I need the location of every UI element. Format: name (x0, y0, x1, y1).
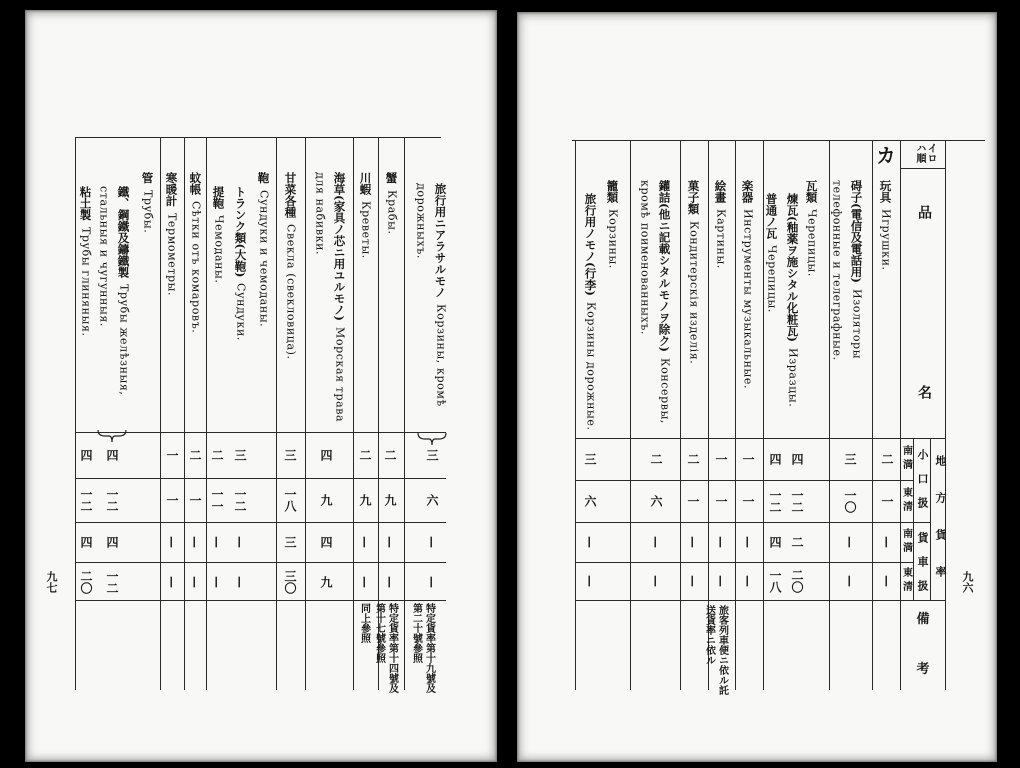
item-name-ja: トランク類(大鞄) (233, 186, 248, 278)
rate-cell: 一 (686, 495, 700, 507)
page-number: 九七 (45, 571, 58, 593)
item-name-ru: Трубы. (141, 189, 155, 233)
item-name-ja: 絵畫 (713, 180, 728, 203)
item-name-ja: 粘土製 (78, 186, 93, 221)
rate-cell: 三 (425, 449, 439, 461)
rate-cell: — (383, 536, 397, 548)
rate-cell: 二 (210, 449, 224, 461)
item-name-ru: Изразцы. (786, 347, 800, 408)
header-remarks: 備 (913, 611, 929, 625)
item-name-ru: Корзины, кромѣ дорожныхъ. (414, 183, 448, 407)
item-name-ja: 蚊帳 (188, 172, 203, 195)
rate-cell: 四 (319, 449, 333, 461)
rate-cell: — (210, 576, 224, 588)
rate-cell: — (425, 576, 439, 588)
remark-note: 特定貨率第十九號及第二十號參照 (410, 603, 435, 693)
rate-cell: — (425, 536, 439, 548)
rate-cell: 六 (649, 495, 663, 507)
rate-cell: — (843, 536, 857, 548)
item-name-ru: Сѣтки отъ комаровъ. (189, 201, 203, 334)
rate-cell: 一 (188, 494, 202, 506)
item-name-ru: Черепицы. (805, 209, 819, 277)
rate-cell: 二 (790, 536, 804, 548)
rate-cell: 一 (880, 495, 894, 507)
rate-cell: 二〇 (79, 570, 93, 594)
item-name-ja: 鑵詰(他ニ記載シタルモノヲ除ク) (657, 180, 672, 352)
rate-cell: 四 (105, 536, 119, 548)
table-rule (572, 140, 985, 141)
rate-cell: — (649, 575, 663, 587)
item-name-ru: Сундуки и чемоданы. (257, 189, 271, 327)
item-name-ru: Термометры. (165, 212, 179, 296)
item-name-ru: Кондитерскія изделія. (687, 220, 701, 364)
item-name-ja: 籠類 (605, 180, 620, 203)
rate-cell: — (649, 536, 663, 548)
rate-cell: 四 (768, 453, 782, 465)
item-name-ru: Консервы, кромѣ поименованныхъ. (638, 180, 672, 424)
rate-cell: — (188, 536, 202, 548)
item-entry (541, 193, 601, 436)
item-name-ru: Картины. (714, 209, 728, 269)
rate-cell: — (383, 576, 397, 588)
item-name-ja: 管 (140, 172, 155, 184)
remark-note: 旅客列車便ニ依ル託送貨率ニ依ル (703, 605, 728, 695)
remark-note: 同上參照 (358, 603, 370, 643)
rate-cell: 一 (714, 453, 728, 465)
rate-cell: 三 (283, 536, 297, 548)
brace-mark (98, 430, 126, 442)
item-name-ru: Чемоданы. (212, 215, 226, 284)
rate-cell: 一二 (105, 488, 119, 512)
rate-cell: 四 (79, 536, 93, 548)
item-name-ru: Корзины. (606, 209, 620, 269)
header-item-name: 品 (916, 205, 932, 219)
rate-cell: 三 (283, 449, 297, 461)
kana-order-label: イロハ順 (914, 143, 936, 163)
rate-cell: 一 (741, 453, 755, 465)
item-name-ru: Креветы. (359, 201, 373, 259)
item-name-ja: 蟹 (384, 172, 399, 184)
rate-cell: — (741, 536, 755, 548)
item-name-ja: 鞄 (256, 172, 271, 184)
header-wagon-load: 貨車扱 (916, 532, 929, 604)
rate-cell: 一二 (105, 570, 119, 594)
item-name-ja: 煉瓦(釉薬ヲ施シタル化粧瓦) (785, 193, 800, 342)
rate-cell: — (165, 576, 179, 588)
rate-cell: — (358, 536, 372, 548)
item-name-ja: 甘菜各種 (283, 172, 298, 218)
rate-cell: 六 (583, 495, 597, 507)
rate-cell: 一八 (283, 488, 297, 512)
item-name-ja: 旅行用ノモノ(行李) (583, 193, 598, 296)
rate-cell: — (233, 536, 247, 548)
item-name-ja: 提鞄 (211, 186, 226, 209)
rate-cell: 九 (358, 494, 372, 506)
rate-cell: 四 (790, 453, 804, 465)
item-name-ru: Трубы желѣзныя, стальныя и чугунныя. (97, 186, 131, 396)
item-name-ru: Трубы глиняныя. (79, 226, 93, 337)
item-name-ru: Свекла (свекловица). (284, 224, 298, 360)
rate-cell: 四 (79, 449, 93, 461)
rate-cell: 四 (768, 536, 782, 548)
item-name-ja: 菓子類 (686, 180, 701, 215)
table-rule (575, 522, 930, 523)
header-nanman: 南満 (900, 528, 912, 556)
item-name-ru: Крабы. (385, 189, 399, 235)
rate-cell: 二 (188, 449, 202, 461)
rate-cell: 九 (383, 494, 397, 506)
item-name-ja: 鐵、鋼鐵及鑄鐵製 (116, 186, 131, 278)
item-name-ja: 海草(家具ノ芯ニ用ユルモノ) (332, 172, 347, 321)
item-name-ru: Инструменты музыкальные. (741, 209, 755, 390)
rate-cell: — (880, 575, 894, 587)
rate-cell: — (188, 576, 202, 588)
brace-mark (418, 433, 446, 445)
rate-cell: 三〇 (283, 570, 297, 594)
item-name-ru: Изоляторы телефонные и телеграфные. (830, 180, 864, 361)
rate-cell: — (880, 536, 894, 548)
rate-cell: 二 (880, 453, 894, 465)
rate-cell: 二〇 (790, 569, 804, 593)
item-name-ja: 碍子(電信及電話用) (849, 180, 864, 283)
header-small-lot: 小口扱 (916, 449, 929, 521)
rate-cell: — (843, 575, 857, 587)
rate-cell: — (233, 576, 247, 588)
header-tosei: 東清 (900, 487, 912, 515)
rate-cell: 一 (165, 494, 179, 506)
table-rule (575, 562, 913, 563)
header-tosei: 東清 (900, 567, 912, 595)
rate-cell: 四 (319, 536, 333, 548)
page-number: 九六 (961, 571, 974, 593)
item-name-ru: Морская трава для набивки. (313, 172, 347, 423)
header-item-name: 名 (916, 385, 932, 399)
rate-cell: — (583, 536, 597, 548)
rate-cell: 二 (358, 449, 372, 461)
item-name-ja: 寒暖計 (164, 172, 179, 207)
table-rule (900, 140, 901, 690)
item-name-ja: 楽器 (740, 180, 755, 203)
item-name-ja: 旅行用ニアラサルモノ (433, 183, 448, 298)
left-page-braces (25, 10, 497, 762)
rate-cell: — (741, 575, 755, 587)
remark-note: 特定貨率第十四號及第十七號參照 (373, 603, 398, 693)
rate-cell: 一 (165, 449, 179, 461)
item-name-ja: 普通ノ瓦 (764, 193, 779, 239)
rate-cell: 一二 (790, 489, 804, 513)
rate-cell: 一二 (79, 488, 93, 512)
item-name-ru: Черепицы. (765, 245, 779, 313)
item-name-ru: Корзины дорожные. (584, 301, 598, 431)
rate-cell: 九 (319, 494, 333, 506)
item-name-ja: 玩具 (878, 180, 893, 203)
rate-cell: — (714, 536, 728, 548)
rate-cell: 一 (714, 495, 728, 507)
rate-cell: 一〇 (843, 489, 857, 513)
table-rule (945, 140, 946, 690)
table-rule (575, 480, 913, 481)
rate-cell: — (165, 536, 179, 548)
rate-cell: 一八 (768, 569, 782, 593)
rate-cell: 三 (583, 453, 597, 465)
item-name-ja: 川蝦 (358, 172, 373, 195)
item-entry (615, 180, 675, 436)
header-nanman: 南満 (900, 445, 912, 473)
rate-cell: 二 (686, 453, 700, 465)
header-remarks: 考 (913, 661, 929, 675)
item-name-ru: Сундуки. (234, 283, 248, 342)
rate-cell: 二 (649, 453, 663, 465)
rate-cell: — (583, 575, 597, 587)
rate-cell: — (358, 576, 372, 588)
item-name-ru: Игрушки. (879, 209, 893, 271)
rate-cell: 一一 (210, 488, 224, 512)
rate-cell: 九 (319, 576, 333, 588)
rate-cell: 一 (741, 495, 755, 507)
rate-cell: 二 (383, 449, 397, 461)
rate-cell: — (686, 575, 700, 587)
rate-cell: 一二 (233, 488, 247, 512)
left-page (25, 10, 497, 762)
rate-cell: 四 (105, 449, 119, 461)
rate-cell: 一二 (768, 489, 782, 513)
table-rule (930, 438, 931, 600)
rate-cell: — (714, 575, 728, 587)
item-name-ja: 瓦類 (804, 180, 819, 203)
rate-cell: 六 (425, 494, 439, 506)
rate-cell: — (210, 536, 224, 548)
header-local-rates: 地方貨率 (934, 455, 947, 603)
rate-cell: 三 (843, 453, 857, 465)
section-letter: カ (872, 145, 897, 165)
rate-cell: 三 (233, 449, 247, 461)
table-rule (900, 168, 945, 169)
right-page (517, 12, 997, 762)
rate-cell: — (686, 536, 700, 548)
